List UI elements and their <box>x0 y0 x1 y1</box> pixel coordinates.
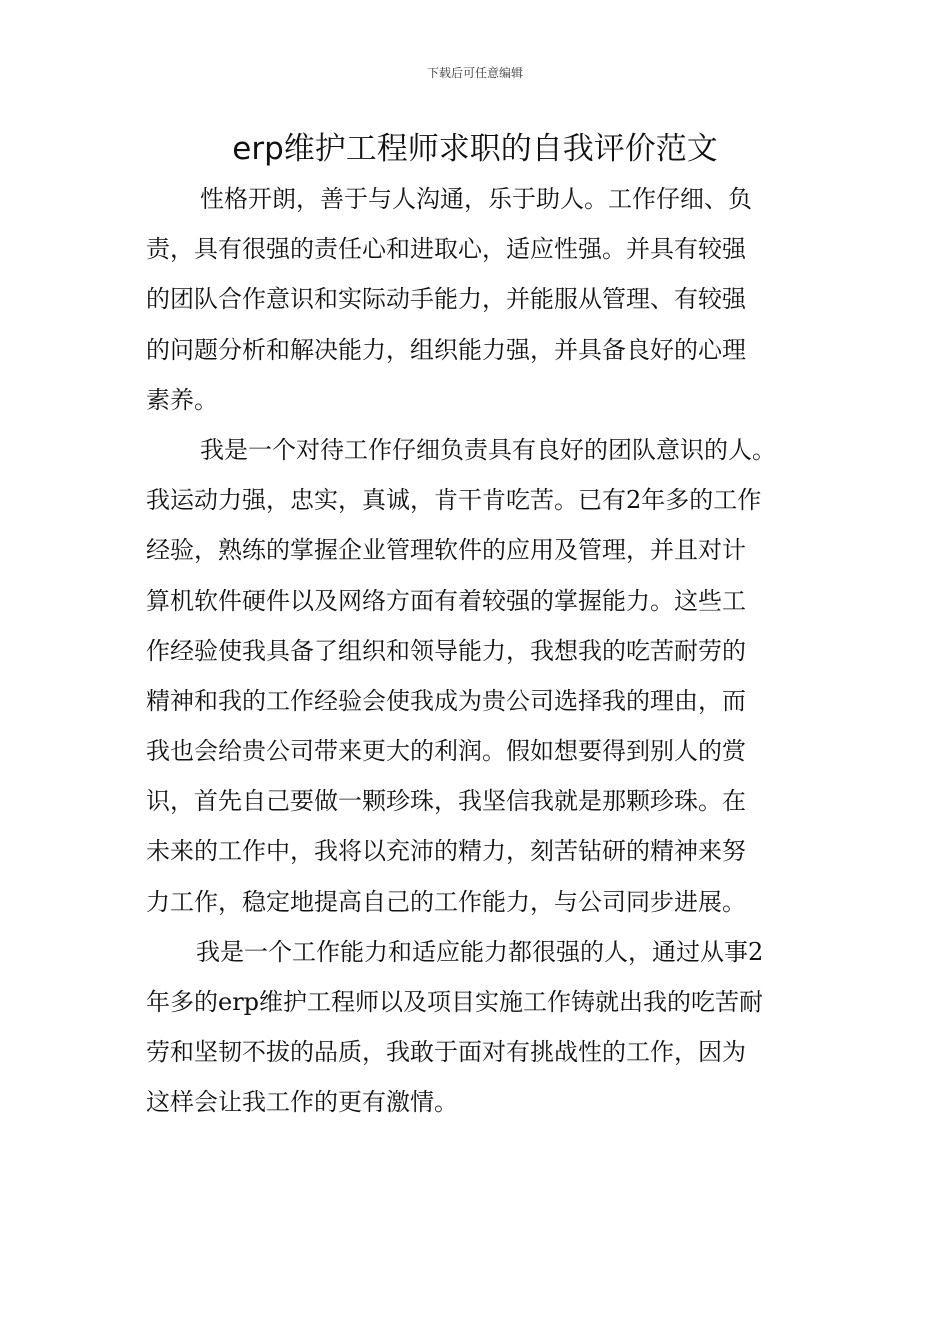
paragraph-line: 劳和坚韧不拔的品质，我敢于面对有挑战性的工作，因为 <box>146 1038 746 1067</box>
paragraph-line: 未来的工作中，我将以充沛的精力，刻苦钻研的精神来努 <box>146 837 746 866</box>
paragraph-line: 的问题分析和解决能力，组织能力强，并具备良好的心理 <box>146 335 746 364</box>
paragraph-2 <box>146 425 816 927</box>
paragraph-line: 力工作，稳定地提高自己的工作能力，与公司同步进展。 <box>146 887 746 916</box>
paragraph-line: 识，首先自己要做一颗珍珠，我坚信我就是那颗珍珠。在 <box>146 787 746 816</box>
paragraph-line: 的团队合作意识和实际动手能力，并能服从管理、有较强 <box>146 285 746 314</box>
paragraph-line: 我是一个对待工作仔细负责具有良好的团队意识的人。 <box>200 435 776 464</box>
paragraph-line: 年多的erp维护工程师以及项目实施工作铸就出我的吃苦耐 <box>146 988 764 1016</box>
document-body <box>146 174 816 1128</box>
paragraph-line: 性格开朗，善于与人沟通，乐于助人。工作仔细、负 <box>200 185 752 213</box>
paragraph-line: 这样会让我工作的更有激情。 <box>146 1088 458 1117</box>
header-note: 下载后可任意编辑 <box>426 66 523 80</box>
paragraph-line: 作经验使我具备了组织和领导能力，我想我的吃苦耐劳的 <box>146 636 746 665</box>
paragraph-line: 我是一个工作能力和适应能力都很强的人，通过从事2 <box>196 937 764 966</box>
paragraph-line: 素养。 <box>146 385 218 414</box>
paragraph-line: 责，具有很强的责任心和进取心，适应性强。并具有较强 <box>146 235 746 264</box>
paragraph-1 <box>146 174 816 425</box>
paragraph-line: 算机软件硬件以及网络方面有着较强的掌握能力。这些工 <box>146 586 746 615</box>
document-title: erp维护工程师求职的自我评价范文 <box>232 131 718 167</box>
paragraph-line: 经验，熟练的掌握企业管理软件的应用及管理，并且对计 <box>146 536 746 565</box>
paragraph-line: 精神和我的工作经验会使我成为贵公司选择我的理由，而 <box>146 686 746 715</box>
paragraph-line: 我也会给贵公司带来更大的利润。假如想要得到别人的赏 <box>146 737 746 766</box>
paragraph-line: 我运动力强，忠实，真诚，肯干肯吃苦。已有2年多的工作 <box>146 486 762 515</box>
paragraph-3 <box>146 927 816 1128</box>
